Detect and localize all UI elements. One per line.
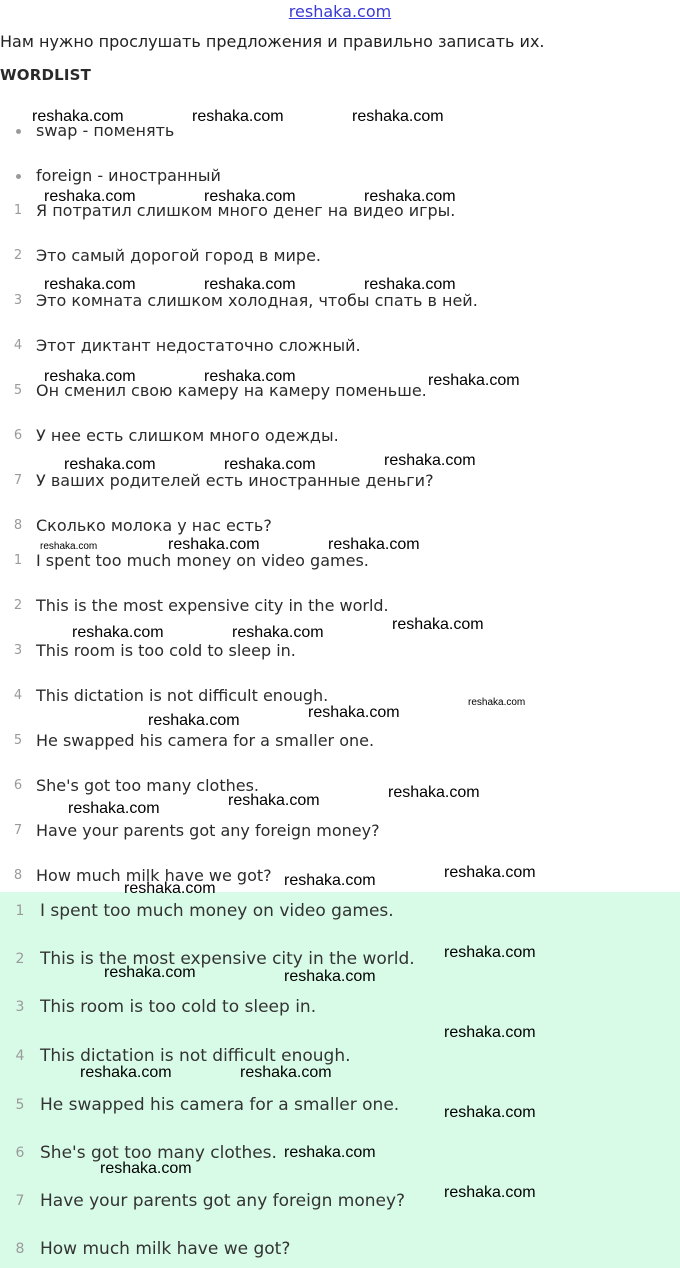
- watermark: reshaka.com: [204, 276, 296, 293]
- watermark: reshaka.com: [468, 697, 526, 708]
- sentence-number: 2: [15, 951, 25, 967]
- sentence-number: 5: [15, 1097, 25, 1113]
- watermark: reshaka.com: [444, 944, 536, 961]
- english-sentence: [0, 773, 259, 797]
- watermark: reshaka.com: [444, 1024, 536, 1041]
- sentence-number: 2: [13, 597, 23, 613]
- wordlist-item-text: swap - поменять: [36, 120, 175, 140]
- sentence-number: 4: [13, 337, 23, 353]
- sentence-text: У нее есть слишком много одежды.: [36, 425, 339, 445]
- sentence-number: 1: [13, 202, 23, 218]
- sentence-text: She's got too many clothes.: [40, 1143, 277, 1163]
- watermark: reshaka.com: [72, 624, 164, 641]
- sentence-number: 8: [13, 517, 23, 533]
- watermark: reshaka.com: [364, 276, 456, 293]
- watermark: reshaka.com: [80, 1064, 172, 1081]
- sentence-number: 3: [15, 999, 25, 1015]
- watermark: reshaka.com: [428, 372, 520, 389]
- sentence-number: 5: [13, 382, 23, 398]
- sentence-number: 8: [13, 867, 23, 883]
- sentence-number: 7: [13, 822, 23, 838]
- sentence-number: 4: [13, 687, 23, 703]
- sentence-number: 6: [13, 777, 23, 793]
- watermark: reshaka.com: [392, 616, 484, 633]
- watermark: reshaka.com: [232, 624, 324, 641]
- sentence-text: How much milk have we got?: [40, 1239, 291, 1259]
- sentence-text: This is the most expensive city in the world.: [36, 595, 389, 615]
- sentence-text: This is the most expensive city in the world.: [40, 949, 415, 969]
- watermark: reshaka.com: [192, 108, 284, 125]
- watermark: reshaka.com: [40, 541, 98, 552]
- sentence-text: Have your parents got any foreign money?: [40, 1191, 406, 1211]
- watermark: reshaka.com: [204, 188, 296, 205]
- wordlist-title: WORDLIST: [0, 66, 92, 84]
- watermark: reshaka.com: [284, 1144, 376, 1161]
- watermark: reshaka.com: [124, 880, 216, 897]
- english-sentence: [0, 818, 380, 842]
- answer-sentence: [0, 1237, 290, 1261]
- watermark: reshaka.com: [204, 368, 296, 385]
- watermark: reshaka.com: [352, 108, 444, 125]
- watermark: reshaka.com: [44, 368, 136, 385]
- sentence-text: This room is too cold to sleep in.: [40, 997, 317, 1017]
- sentence-number: 6: [15, 1145, 25, 1161]
- watermark: reshaka.com: [364, 188, 456, 205]
- sentence-number: 2: [13, 247, 23, 263]
- sentence-number: 3: [13, 642, 23, 658]
- header-link[interactable]: reshaka.com: [288, 2, 392, 21]
- sentence-text: How much milk have we got?: [36, 865, 272, 885]
- sentence-text: This dictation is not difficult enough.: [36, 685, 329, 705]
- intro-text: Нам нужно прослушать предложения и правильно записать их.: [0, 32, 545, 51]
- answer-sentence: [0, 899, 394, 923]
- answer-sentence: [0, 1093, 399, 1117]
- answer-sentence: [0, 995, 316, 1019]
- sentence-text: Этот диктант недостаточно сложный.: [36, 335, 361, 355]
- sentence-text: He swapped his camera for a smaller one.: [40, 1095, 400, 1115]
- sentence-number: 3: [13, 292, 23, 308]
- watermark: reshaka.com: [64, 456, 156, 473]
- watermark: reshaka.com: [44, 276, 136, 293]
- watermark: reshaka.com: [284, 968, 376, 985]
- watermark: reshaka.com: [308, 704, 400, 721]
- watermark: reshaka.com: [148, 712, 240, 729]
- sentence-text: He swapped his camera for a smaller one.: [36, 730, 375, 750]
- english-sentence: [0, 593, 389, 617]
- watermark: reshaka.com: [224, 456, 316, 473]
- sentence-text: Я потратил слишком много денег на видео игры.: [36, 200, 456, 220]
- watermark: reshaka.com: [328, 536, 420, 553]
- english-sentence: [0, 728, 374, 752]
- sentence-text: I spent too much money on video games.: [36, 550, 369, 570]
- russian-sentence: [0, 243, 321, 267]
- sentence-text: This dictation is not difficult enough.: [40, 1046, 351, 1066]
- answer-sentence: [0, 1189, 405, 1213]
- watermark: reshaka.com: [168, 536, 260, 553]
- sentence-number: 6: [13, 427, 23, 443]
- bullet-icon: [0, 166, 36, 184]
- watermark: reshaka.com: [444, 864, 536, 881]
- sentence-text: Это комната слишком холодная, чтобы спать в ней.: [36, 290, 478, 310]
- sentence-number: 8: [15, 1241, 25, 1257]
- watermark: reshaka.com: [104, 964, 196, 981]
- sentence-text: This room is too cold to sleep in.: [36, 640, 296, 660]
- watermark: reshaka.com: [228, 792, 320, 809]
- sentence-text: Он сменил свою камеру на камеру поменьше.: [36, 380, 427, 400]
- sentence-number: 5: [13, 732, 23, 748]
- russian-sentence: [0, 423, 339, 447]
- watermark: reshaka.com: [444, 1104, 536, 1121]
- watermark: reshaka.com: [388, 784, 480, 801]
- sentence-text: Сколько молока у нас есть?: [36, 515, 272, 535]
- watermark: reshaka.com: [240, 1064, 332, 1081]
- watermark: reshaka.com: [44, 188, 136, 205]
- sentence-text: У ваших родителей есть иностранные деньги?: [36, 470, 434, 490]
- watermark: reshaka.com: [444, 1184, 536, 1201]
- sentence-text: Это самый дорогой город в мире.: [36, 245, 321, 265]
- sentence-number: 7: [15, 1193, 25, 1209]
- sentence-number: 4: [15, 1048, 25, 1064]
- watermark: reshaka.com: [68, 800, 160, 817]
- sentence-text: Have your parents got any foreign money?: [36, 820, 380, 840]
- sentence-text: She's got too many clothes.: [36, 775, 259, 795]
- wordlist-item-text: foreign - иностранный: [36, 165, 221, 185]
- watermark: reshaka.com: [384, 452, 476, 469]
- sentence-number: 1: [15, 903, 25, 919]
- english-sentence: [0, 683, 328, 707]
- watermark: reshaka.com: [284, 872, 376, 889]
- watermark: reshaka.com: [100, 1160, 192, 1177]
- russian-sentence: [0, 513, 272, 537]
- watermark: reshaka.com: [32, 108, 124, 125]
- bullet-icon: [0, 121, 36, 139]
- wordlist-item: [0, 163, 221, 187]
- sentence-text: I spent too much money on video games.: [40, 901, 394, 921]
- russian-sentence: [0, 333, 361, 357]
- sentence-number: 1: [13, 552, 23, 568]
- sentence-number: 7: [13, 472, 23, 488]
